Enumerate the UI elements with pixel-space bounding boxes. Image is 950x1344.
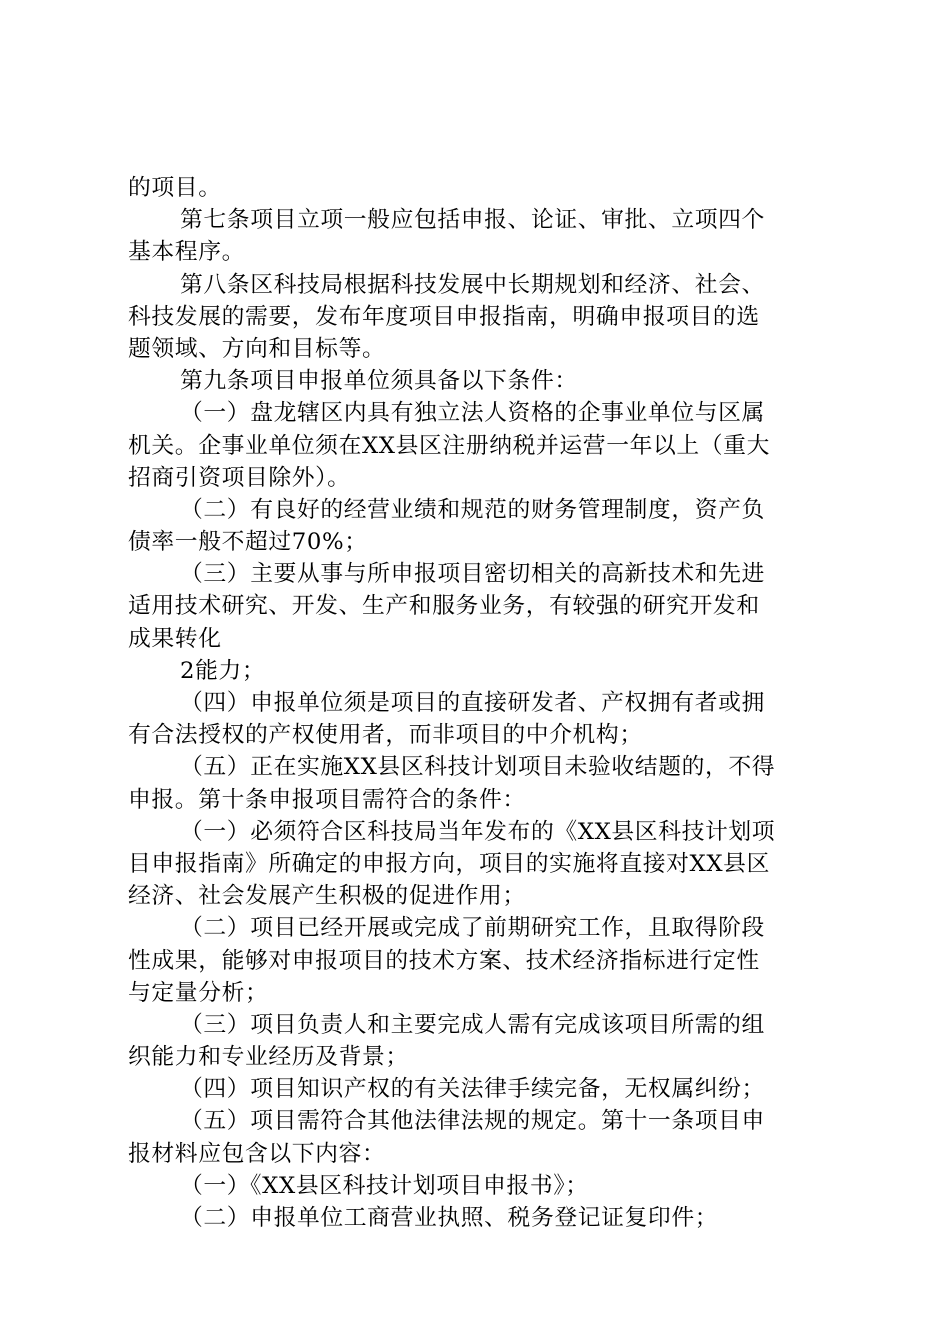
document-line: 第八条区科技局根据科技发展中长期规划和经济、社会、: [180, 271, 765, 298]
document-line: （二）有良好的经营业绩和规范的财务管理制度，资产负: [180, 496, 765, 523]
document-line: 机关。企事业单位须在XX县区注册纳税并运营一年以上（重大: [128, 432, 770, 459]
document-line: （二）项目已经开展或完成了前期研究工作，且取得阶段: [180, 915, 765, 942]
document-line: 2能力；: [180, 657, 266, 684]
document-line: 目申报指南》所确定的申报方向，项目的实施将直接对XX县区: [128, 850, 770, 877]
document-line: 经济、社会发展产生积极的促进作用；: [128, 883, 526, 910]
document-line: （三）主要从事与所申报项目密切相关的高新技术和先进: [180, 561, 765, 588]
document-line: （二）申报单位工商营业执照、税务登记证复印件；: [180, 1205, 719, 1231]
document-line: 第九条项目申报单位须具备以下条件：: [180, 368, 578, 395]
document-line: （一）《XX县区科技计划项目申报书》；: [180, 1172, 589, 1199]
document-line: 基本程序。: [128, 239, 245, 266]
document-line: （一）盘龙辖区内具有独立法人资格的企事业单位与区属: [180, 400, 765, 427]
document-line: （一）必须符合区科技局当年发布的《XX县区科技计划项: [180, 818, 776, 845]
document-line: （五）正在实施XX县区科技计划项目未验收结题的，不得: [180, 754, 776, 781]
document-line: 申报。第十条申报项目需符合的条件：: [128, 786, 526, 813]
document-line: 招商引资项目除外）。: [128, 464, 351, 491]
document-line: 性成果，能够对申报项目的技术方案、技术经济指标进行定性: [128, 947, 760, 974]
document-line: （三）项目负责人和主要完成人需有完成该项目所需的组: [180, 1011, 765, 1038]
document-line: 成果转化: [128, 625, 222, 652]
document-line: 债率一般不超过70%；: [128, 529, 368, 556]
document-body-text: [128, 172, 834, 1234]
document-line: 与定量分析；: [128, 979, 269, 1006]
document-line: 第七条项目立项一般应包括申报、论证、审批、立项四个: [180, 207, 765, 234]
document-line: （四）项目知识产权的有关法律手续完备，无权属纠纷；: [180, 1076, 765, 1103]
document-line: 有合法授权的产权使用者，而非项目的中介机构；: [128, 722, 643, 749]
document-line: 题领域、方向和目标等。: [128, 335, 386, 362]
document-line: 适用技术研究、开发、生产和服务业务，有较强的研究开发和: [128, 593, 760, 620]
document-line: 的项目。: [128, 175, 222, 201]
document-line: （四）申报单位须是项目的直接研发者、产权拥有者或拥: [180, 690, 765, 716]
document-line: 织能力和专业经历及背景；: [128, 1044, 409, 1071]
document-line: （五）项目需符合其他法律法规的规定。第十一条项目申: [180, 1108, 765, 1135]
document-line: 报材料应包含以下内容：: [128, 1140, 386, 1167]
document-line: 科技发展的需要，发布年度项目申报指南，明确申报项目的选: [128, 303, 760, 330]
